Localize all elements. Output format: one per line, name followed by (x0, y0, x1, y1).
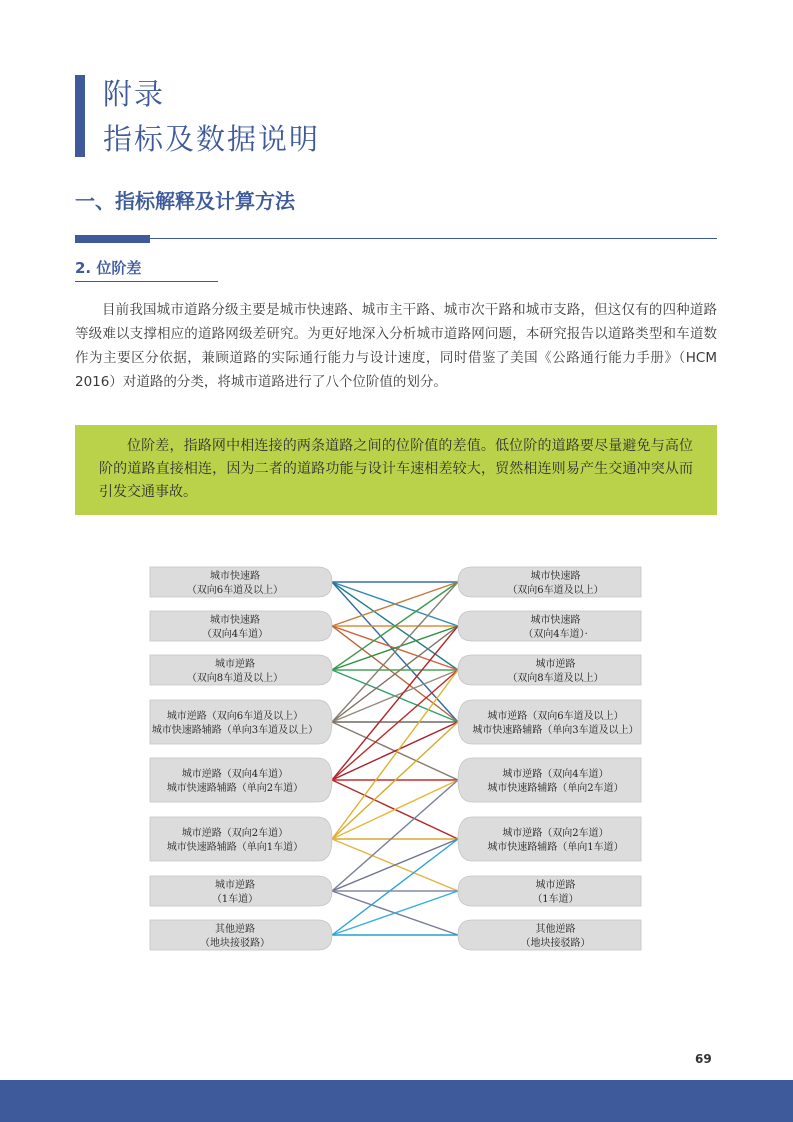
right-node-label: 城市快速路辅路（单向1车道） (487, 842, 624, 853)
left-node-label: （地块接驳路） (200, 938, 270, 949)
left-node-label: （双向4车道） (201, 629, 269, 640)
appendix-title: 附录 (103, 77, 166, 111)
page-number: 69 (695, 1052, 712, 1066)
left-node (150, 655, 332, 685)
connection-line (332, 839, 458, 935)
left-node-box (150, 700, 332, 744)
right-node-label: 城市逆路（双向6车道及以上） (487, 711, 624, 722)
left-node-label: （双向8车道及以上） (186, 673, 284, 684)
left-node (150, 876, 332, 906)
left-node-label: 城市快速路辅路（单向3车道及以上） (151, 725, 319, 736)
left-node-label: 其他逆路 (215, 924, 255, 935)
left-node-label: 城市逆路 (215, 659, 255, 670)
callout-text: 位阶差，指路网中相连接的两条道路之间的位阶值的差值。低位阶的道路要尽量避免与高位阶的道路直接相连，因为二者的道路功能与设计车速相差较大，贸然相连则易产生交通冲突从而引发交通事故。 (99, 438, 693, 500)
right-node (458, 920, 641, 950)
left-node-label: 城市快速路 (210, 615, 260, 626)
left-node-label: （双向6车道及以上） (186, 585, 284, 596)
left-node (150, 817, 332, 861)
left-node (150, 758, 332, 802)
left-node-label: 城市逆路（双向2车道） (181, 828, 289, 839)
right-node-label: 城市逆路 (535, 659, 576, 670)
right-node (458, 611, 641, 641)
left-node-label: 城市逆路（双向4车道） (181, 769, 289, 780)
right-node-box (458, 758, 641, 802)
left-node-label: （1车道） (211, 894, 259, 905)
right-node (458, 817, 641, 861)
right-node (458, 758, 641, 802)
right-node-label: 城市快速路 (530, 571, 581, 582)
connection-line (332, 670, 458, 780)
left-node-label: 城市快速路辅路（单向1车道） (166, 842, 304, 853)
right-node-box (458, 817, 641, 861)
right-node-label: （地块接驳路） (520, 938, 591, 949)
left-node-label: 城市逆路（双向6车道及以上） (166, 711, 304, 722)
right-node-label: 其他逆路 (535, 924, 576, 935)
right-node-label: （双向8车道及以上） (507, 673, 604, 684)
left-node (150, 611, 332, 641)
left-node (150, 700, 332, 744)
left-node-label: 城市快速路 (210, 571, 260, 582)
right-node-label: 城市快速路 (530, 615, 581, 626)
right-node-label: 城市逆路 (535, 880, 576, 891)
left-node-label: 城市逆路 (215, 880, 255, 891)
section-heading: 一、指标解释及计算方法 (75, 189, 295, 213)
appendix-subtitle: 指标及数据说明 (103, 122, 321, 156)
right-node-box (458, 700, 641, 744)
left-node-box (150, 817, 332, 861)
right-node (458, 876, 641, 906)
connection-line (332, 626, 458, 780)
left-node (150, 920, 332, 950)
right-node-label: 城市逆路（双向4车道） (502, 769, 609, 780)
right-node (458, 655, 641, 685)
left-node-label: 城市快速路辅路（单向2车道） (166, 783, 304, 794)
body-paragraph: 目前我国城市道路分级主要是城市快速路、城市主干路、城市次干路和城市支路，但这仅有的四种道路等级难以支撑相应的道路网级差研究。为更好地深入分析城市道路网问题，本研究报告以道路类型和车道数作为主要区分依据，兼顾道路的实际通行能力与设计速度，同时借鉴了美国《公路通行能力手册》（HCM 2016）对道路的分类，将城市道路进行了八个位阶值的划分。 (75, 302, 717, 390)
right-node (458, 567, 641, 597)
right-node-label: 城市快速路辅路（单向3车道及以上） (472, 725, 639, 736)
right-node-label: 城市逆路（双向2车道） (502, 828, 609, 839)
right-node-label: （1车道） (532, 894, 579, 905)
left-node-box (150, 758, 332, 802)
connection-line (332, 780, 458, 891)
subsection-heading: 2. 位阶差 (75, 259, 142, 277)
right-node (458, 700, 641, 744)
right-node-label: （双向6车道及以上） (507, 585, 604, 596)
right-node-label: 城市快速路辅路（单向2车道） (487, 783, 624, 794)
footer-band (0, 1080, 793, 1122)
left-node (150, 567, 332, 597)
right-node-label: （双向4车道）· (523, 629, 588, 640)
